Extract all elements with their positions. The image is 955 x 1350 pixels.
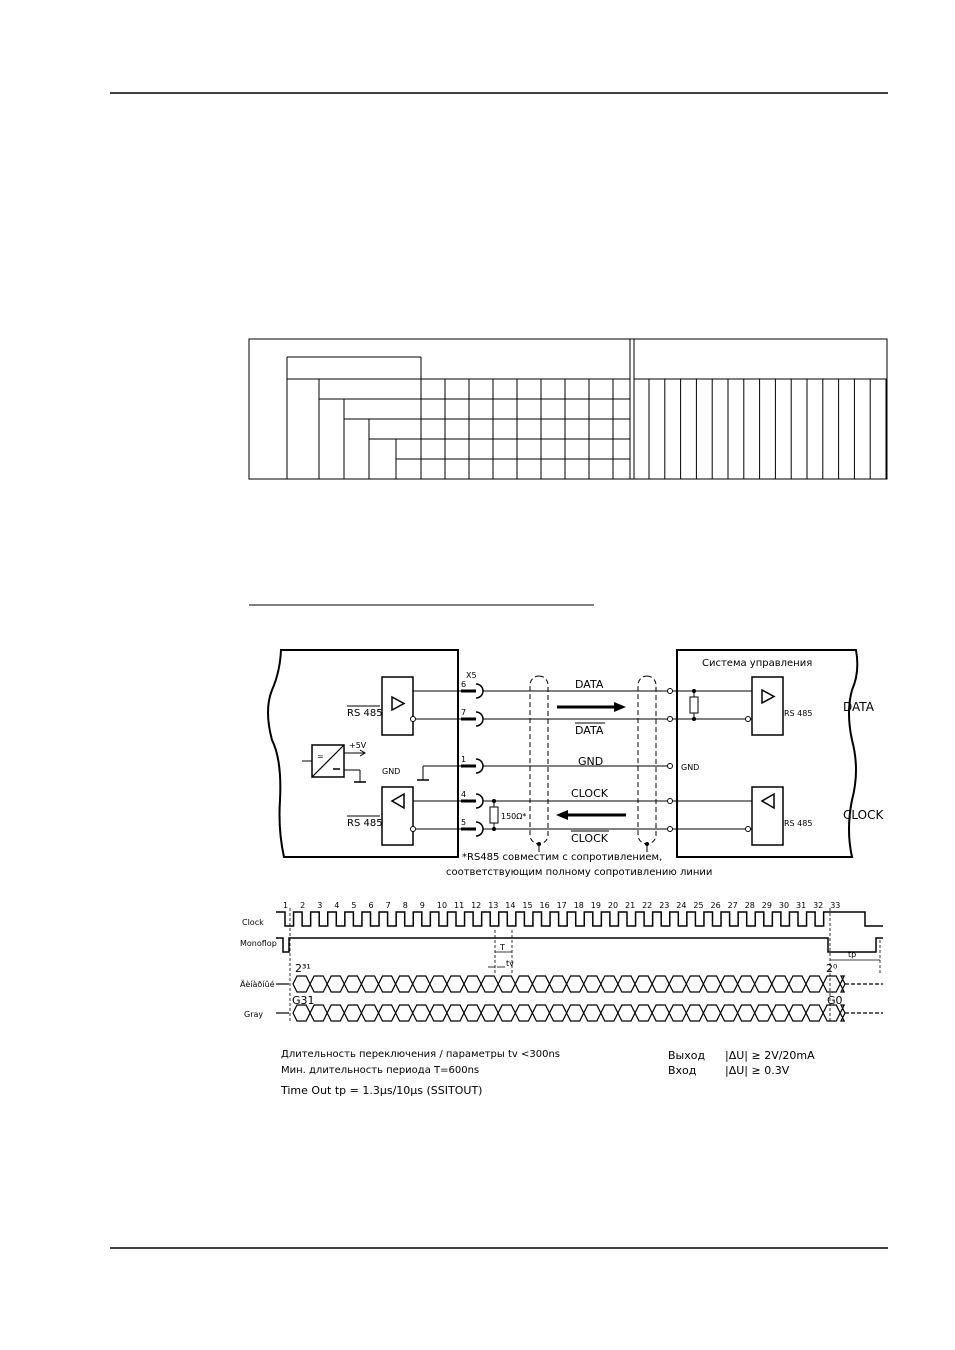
clock-number: 32 — [813, 901, 824, 910]
clock-number: 8 — [402, 901, 408, 910]
input-value: |ΔU| ≥ 0.3V — [725, 1064, 790, 1077]
clock-number: 29 — [761, 901, 772, 910]
terminal-dot — [668, 799, 673, 804]
lsb-label: 2⁰ — [826, 962, 838, 975]
converter-eq-sign: = — [317, 752, 324, 761]
row-label-monoflop: Monoflop — [240, 939, 277, 948]
resistor-label: 150Ω* — [501, 812, 527, 821]
data-output-label: DATA — [843, 700, 874, 714]
data-receiver-box — [752, 677, 783, 735]
gnd-line-label: GND — [578, 755, 604, 768]
right-rs485-top: RS 485 — [784, 709, 813, 718]
clock-waveform — [276, 912, 883, 926]
terminal-dot — [668, 689, 673, 694]
clock-receiver-box — [382, 787, 413, 845]
pin-number: 5 — [461, 818, 467, 827]
clock-driver-box — [752, 787, 783, 845]
connector-label: X5 — [466, 671, 477, 680]
clock-number: 22 — [642, 901, 653, 910]
period-label: T — [500, 943, 505, 952]
clock-number: 6 — [368, 901, 374, 910]
clock-number: 5 — [351, 901, 357, 910]
binary-waveform — [276, 976, 883, 992]
terminal-dot — [668, 717, 673, 722]
clock-number: 30 — [778, 901, 790, 910]
data-line-label: DATA — [575, 678, 604, 691]
right-termination-resistor — [690, 697, 698, 713]
supply-label: +5V — [349, 741, 367, 750]
data-driver-box — [382, 677, 413, 735]
terminal-dot — [668, 764, 673, 769]
clock-number: 19 — [590, 901, 601, 910]
clock-number: 20 — [607, 901, 619, 910]
min-period-note: Мин. длительность периода T=600ns — [281, 1065, 480, 1076]
g0-label: G0 — [827, 994, 843, 1007]
tv-label: tv — [506, 959, 514, 968]
left-gnd-label: GND — [382, 767, 401, 776]
tp-label: tp — [848, 950, 857, 959]
clock-number: 10 — [436, 901, 448, 910]
cable-shield-right — [638, 676, 656, 844]
monoflop-waveform — [276, 938, 883, 952]
data-inv-line-label: DATA — [575, 724, 604, 737]
input-label: Вход — [668, 1064, 697, 1077]
clock-number: 9 — [419, 901, 425, 910]
clock-number: 28 — [744, 901, 755, 910]
clock-number: 1 — [283, 901, 289, 910]
switch-time-note: Длительность переключения / параметры tv <300ns — [281, 1049, 561, 1060]
clock-number: 18 — [573, 901, 584, 910]
clock-number: 17 — [556, 901, 567, 910]
row-label-clock: Clock — [242, 918, 264, 927]
timeout-note: Time Out tp = 1.3µs/10µs (SSITOUT) — [281, 1084, 483, 1097]
msb-label: 2³¹ — [295, 962, 311, 975]
gray-waveform — [276, 1005, 883, 1021]
pin-number: 6 — [461, 680, 467, 689]
clock-number: 26 — [710, 901, 721, 910]
clock-number: 2 — [300, 901, 306, 910]
right-gnd-label: GND — [681, 763, 700, 772]
clock-number: 12 — [471, 901, 482, 910]
g31-label: G31 — [292, 994, 315, 1007]
clock-number: 33 — [830, 901, 841, 910]
clock-number: 15 — [522, 901, 533, 910]
clock-number: 27 — [727, 901, 738, 910]
left-rs485-top: RS 485 — [347, 708, 383, 719]
clock-inv-line-label: CLOCK — [571, 832, 608, 845]
clock-number: 3 — [317, 901, 323, 910]
resolution-table — [249, 339, 887, 479]
clock-input-label: CLOCK — [843, 808, 884, 822]
clock-number: 25 — [693, 901, 704, 910]
termination-resistor — [490, 807, 498, 823]
cable-shield-left — [530, 676, 548, 844]
timing-diagram — [240, 901, 883, 1022]
left-rs485-bottom: RS 485 — [347, 818, 383, 829]
clock-number: 21 — [625, 901, 636, 910]
control-system-label: Система управления — [702, 658, 813, 669]
pin-number: 7 — [461, 708, 467, 717]
clock-number: 16 — [539, 901, 550, 910]
clock-number: 31 — [796, 901, 807, 910]
output-value: |ΔU| ≥ 2V/20mA — [725, 1049, 815, 1062]
clock-line-label: CLOCK — [571, 787, 608, 800]
clock-number: 7 — [385, 901, 391, 910]
output-label: Выход — [668, 1049, 706, 1062]
row-label-gray: Gray — [244, 1010, 264, 1019]
clock-number: 23 — [659, 901, 670, 910]
footnote-line-2: соответствующим полному сопротивлению линии — [446, 867, 713, 878]
pin-number: 4 — [461, 790, 467, 799]
clock-number: 4 — [334, 901, 340, 910]
row-label-binary: Äèíàðíûé — [240, 980, 275, 989]
footnote-line-1: *RS485 совместим с сопротивлением, — [462, 852, 663, 863]
pin-number: 1 — [461, 755, 467, 764]
clock-number: 11 — [454, 901, 465, 910]
interface-schematic — [268, 650, 884, 878]
right-rs485-bottom: RS 485 — [784, 819, 813, 828]
clock-number: 13 — [488, 901, 499, 910]
clock-number: 14 — [505, 901, 516, 910]
terminal-dot — [668, 827, 673, 832]
clock-number: 24 — [676, 901, 687, 910]
